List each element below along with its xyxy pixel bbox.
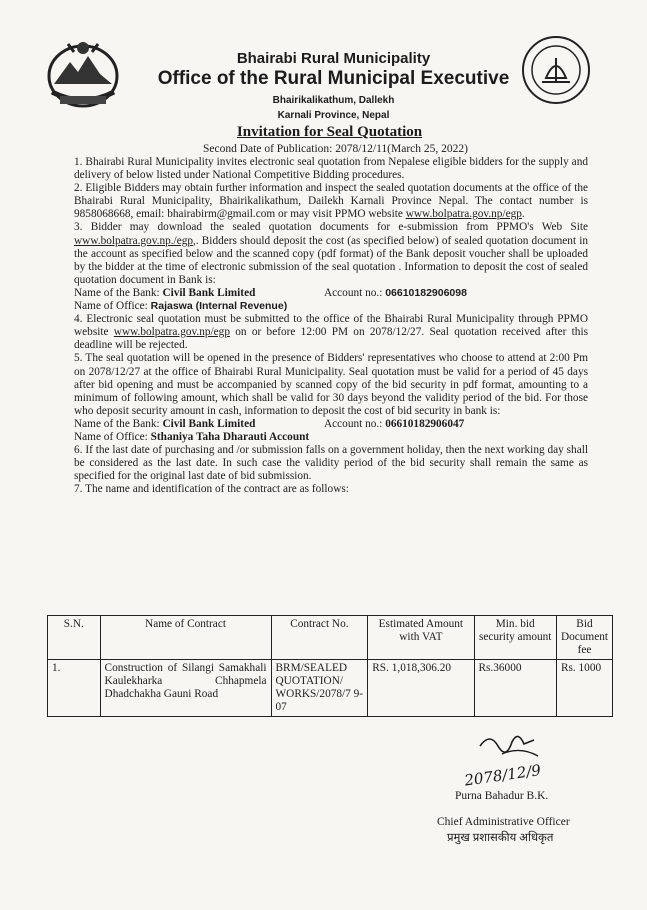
bank-name: Civil Bank Limited xyxy=(162,417,256,430)
paragraph-1: 1. Bhairabi Rural Municipality invites electronic seal quotation from Nepalese eligible bidders for the supply and delivery of below listed under National Competitive Bidding procedures. xyxy=(74,156,588,182)
col-header-contract-no: Contract No. xyxy=(271,616,368,660)
notice-body xyxy=(74,156,588,496)
ppmo-link[interactable]: www.bolpatra.gov.np/egp xyxy=(405,208,522,221)
municipality-name: Bhairabi Rural Municipality xyxy=(236,50,431,67)
cell-contract-no: BRM/SEALED QUOTATION/ WORKS/2078/7 9- 07 xyxy=(271,660,368,717)
account-number: 06610182906098 xyxy=(385,286,467,299)
col-header-contract-name: Name of Contract xyxy=(100,616,271,660)
ppmo-link[interactable]: www.bolpatra.gov.np/egp xyxy=(113,326,230,339)
paragraph-7: 7. The name and identification of the contract are as follows: xyxy=(74,483,349,496)
paragraph-3: 3. Bidder may download the sealed quotation documents for e-submission from PPMO's Web Site www.bolpatra.gov.np./egp,. Bidders should deposit the cost (as specified below) of sealed quotation document in the account as specified below and the scanned copy (pdf format) of the Bank deposit voucher shall be uploaded by the bidder at the time of electronic submission of the seal quotation . Information to deposit the cost of sealed quotation document in Bank is: xyxy=(74,221,588,286)
col-header-document-fee: Bid Document fee xyxy=(556,616,612,660)
cell-contract-name: Construction of Silangi Samakhali Kaulekharka Chhapmela Dhadchakha Gauni Road xyxy=(100,660,271,717)
address-line-1: Bhairikalikathum, Dallekh xyxy=(272,95,395,106)
table-row xyxy=(48,660,613,717)
table-header-row xyxy=(48,616,613,660)
paragraph-4: 4. Electronic seal quotation must be submitted to the office of the Bhairabi Rural Municipality through PPMO website www.bolpatra.gov.np/egp on or before 12:00 PM on 2078/12/27. Seal quotation received after this deadline will be rejected. xyxy=(74,313,588,352)
signatory-name: Purna Bahadur B.K. xyxy=(455,790,549,802)
bank-line-2: Name of the Bank: Civil Bank Limited Account no.: 06610182906047 xyxy=(74,417,465,430)
notice-title: Invitation for Seal Quotation xyxy=(236,124,423,140)
publication-date: Second Date of Publication: 2078/12/11(March 25, 2022) xyxy=(203,143,468,155)
signatory-designation-nepali: प्रमुख प्रशासकीय अधिकृत xyxy=(447,832,554,844)
col-header-estimated-amount: Estimated Amount with VAT xyxy=(368,616,474,660)
paragraph-6: 6. If the last date of purchasing and /or submission falls on a government holiday, then the next working day shall be considered as the last date. In such case the validity period of the bid security shall remain the same as specified for the original last date of bid submission. xyxy=(74,444,588,483)
signatory-designation: Chief Administrative Officer xyxy=(437,816,570,828)
contract-table xyxy=(47,615,613,717)
cell-bid-security: Rs.36000 xyxy=(474,660,556,717)
col-header-sn: S.N. xyxy=(48,616,101,660)
col-header-bid-security: Min. bid security amount xyxy=(474,616,556,660)
bank-name: Civil Bank Limited xyxy=(162,286,256,299)
address-line-2: Karnali Province, Nepal xyxy=(277,110,390,121)
office-line-2: Name of Office: Sthaniya Taha Dharauti Account xyxy=(74,430,310,443)
office-line-1: Name of Office: Rajaswa (Internal Revenue) xyxy=(74,300,288,313)
cell-sn: 1. xyxy=(48,660,101,717)
handwritten-signature xyxy=(450,724,560,794)
office-title: Office of the Rural Municipal Executive xyxy=(157,68,510,89)
account-number: 06610182906047 xyxy=(385,417,465,430)
cell-estimated-amount: RS. 1,018,306.20 xyxy=(368,660,474,717)
cell-document-fee: Rs. 1000 xyxy=(556,660,612,717)
paragraph-5: 5. The seal quotation will be opened in the presence of Bidders' representatives who choose to attend at 2:00 Pm on 2078/12/27 at the office of Bhairabi Rural Municipality. Seal quotation must be valid for a period of 45 days after bid opening and must be accompanied by scanned copy of the bid security in pdf format, amounting to a minimum of following amount, which shall be valid for 30 days beyond the validity period of the bid. For those who deposit security amount in cash, information to deposit the cost of bid security in bank is: xyxy=(74,352,588,417)
signature-date: 2078/12/9 xyxy=(463,761,542,790)
paragraph-2: 2. Eligible Bidders may obtain further information and inspect the sealed quotation documents at the office of the Bhairabi Rural Municipality, Bhairikalikathum, Dailekh Karnali Province Nepal. The contact number is 9858068668, email: bhairabirm@gmail.com or may visit PPMO website www.bolpatra.gov.np/egp. xyxy=(74,182,588,221)
ppmo-link[interactable]: www.bolpatra.gov.np./egp xyxy=(74,234,194,247)
bank-line-1: Name of the Bank: Civil Bank Limited Account no.: 06610182906098 xyxy=(74,286,467,299)
